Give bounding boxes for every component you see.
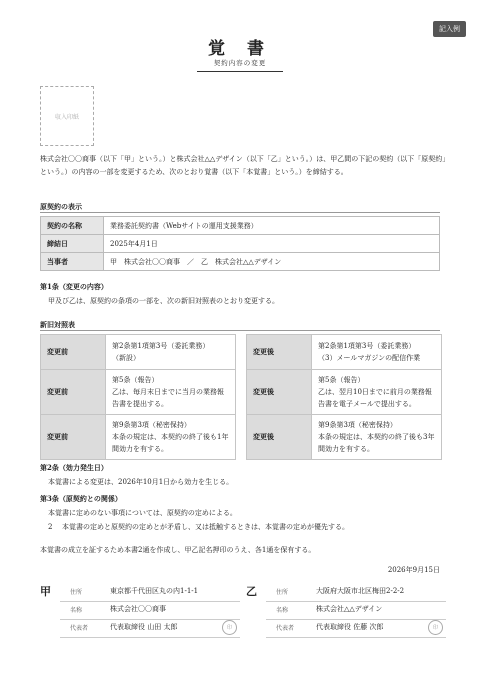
after-label: 変更後 xyxy=(247,415,312,460)
party-b-mark: 乙 xyxy=(246,585,257,598)
party-a-representative: 代表取締役 山田 太郎 xyxy=(110,623,178,631)
divider xyxy=(40,212,440,213)
party-a-name: 株式会社〇〇商事 xyxy=(110,605,166,613)
original-contract-heading: 原契約の表示 xyxy=(40,202,82,211)
before-table xyxy=(40,334,236,460)
value-cell: 2025年4月1日 xyxy=(104,235,440,253)
document-title: 覚 書 xyxy=(208,39,272,59)
table-row xyxy=(247,335,442,370)
revenue-stamp-box: 収入印紙 xyxy=(40,86,94,146)
intro-paragraph: 株式会社〇〇商事（以下「甲」という。）と株式会社△△デザイン（以下「乙」という。）は、甲乙間の下記の契約（以下「原契約」という。）の内容の一部を変更するため、次のとおり覚書（以下「本覚書」という。）を締結する。 xyxy=(40,155,450,176)
table-row xyxy=(41,415,236,460)
before-cell: 第2条第1項第3号（委託業務） （新設） xyxy=(106,335,236,370)
label-cell: 当事者 xyxy=(41,253,104,271)
before-label: 変更前 xyxy=(41,335,106,370)
agreement-date: 2026年9月15日 xyxy=(387,566,440,574)
party-b-name-row xyxy=(266,601,446,620)
name-label: 名称 xyxy=(70,607,83,614)
party-b-seal: 印 xyxy=(428,620,443,635)
party-a-seal: 印 xyxy=(222,620,237,635)
party-a-name-row xyxy=(60,601,240,620)
rep-label: 代表者 xyxy=(276,625,295,632)
party-b-address: 大阪府大阪市北区梅田2-2-2 xyxy=(316,587,405,595)
table-row xyxy=(247,415,442,460)
party-b-name: 株式会社△△デザイン xyxy=(316,605,383,613)
before-cell: 第9条第3項（秘密保持） 本条の規定は、本契約の終了後も1年間効力を有する。 xyxy=(106,415,236,460)
party-b-address-row xyxy=(266,583,446,602)
label-cell: 締結日 xyxy=(41,235,104,253)
before-label: 変更前 xyxy=(41,370,106,415)
closing-paragraph: 本覚書の成立を証するため本書2通を作成し、甲乙記名押印のうえ、各1通を保有する。 xyxy=(40,546,316,554)
after-label: 変更後 xyxy=(247,335,312,370)
article3-heading: 第3条（原契約との関係） xyxy=(40,494,122,503)
article3-item2-number: 2 xyxy=(48,523,53,531)
article1-body: 甲及び乙は、原契約の条項の一部を、次の新旧対照表のとおり変更する。 xyxy=(48,297,279,305)
address-label: 住所 xyxy=(70,589,83,596)
address-label: 住所 xyxy=(276,589,289,596)
party-a-rep-row xyxy=(60,619,240,638)
article3-item2: 本覚書の定めと原契約の定めとが矛盾し、又は抵触するときは、本覚書の定めが優先する。 xyxy=(62,523,349,531)
after-cell: 第9条第3項（秘密保持） 本条の規定は、本契約の終了後も3年間効力を有する。 xyxy=(312,415,442,460)
divider xyxy=(40,330,440,331)
article2-heading: 第2条（効力発生日） xyxy=(40,463,108,472)
table-row xyxy=(41,235,440,253)
table-row xyxy=(41,370,236,415)
party-a-address: 東京都千代田区丸の内1-1-1 xyxy=(110,587,199,595)
rep-label: 代表者 xyxy=(70,625,89,632)
table-row xyxy=(41,217,440,235)
sample-badge: 記入例 xyxy=(433,21,466,37)
title-rule xyxy=(197,71,283,72)
party-a-mark: 甲 xyxy=(40,585,51,598)
after-cell: 第5条（報告） 乙は、翌月10日までに前月の業務報告書を電子メールで提出する。 xyxy=(312,370,442,415)
value-cell: 甲 株式会社〇〇商事 ／ 乙 株式会社△△デザイン xyxy=(104,253,440,271)
after-cell: 第2条第1項第3号（委託業務） （3）メールマガジンの配信作業 xyxy=(312,335,442,370)
original-contract-table xyxy=(40,216,440,271)
article1-heading: 第1条（変更の内容） xyxy=(40,282,108,291)
before-label: 変更前 xyxy=(41,415,106,460)
document-subtitle: 契約内容の変更 xyxy=(213,59,267,67)
party-b-representative: 代表取締役 佐藤 次郎 xyxy=(316,623,384,631)
table-row xyxy=(41,335,236,370)
article3-item1: 本覚書に定めのない事項については、原契約の定めによる。 xyxy=(48,509,237,517)
after-table xyxy=(246,334,442,460)
comparison-heading: 新旧対照表 xyxy=(40,320,75,329)
article2-body: 本覚書による変更は、2026年10月1日から効力を生じる。 xyxy=(48,478,234,486)
name-label: 名称 xyxy=(276,607,289,614)
after-label: 変更後 xyxy=(247,370,312,415)
table-row xyxy=(41,253,440,271)
before-cell: 第5条（報告） 乙は、毎月末日までに当月の業務報告書を提出する。 xyxy=(106,370,236,415)
party-a-address-row xyxy=(60,583,240,602)
value-cell: 業務委託契約書（Webサイトの運用支援業務） xyxy=(104,217,440,235)
party-b-rep-row xyxy=(266,619,446,638)
table-row xyxy=(247,370,442,415)
label-cell: 契約の名称 xyxy=(41,217,104,235)
